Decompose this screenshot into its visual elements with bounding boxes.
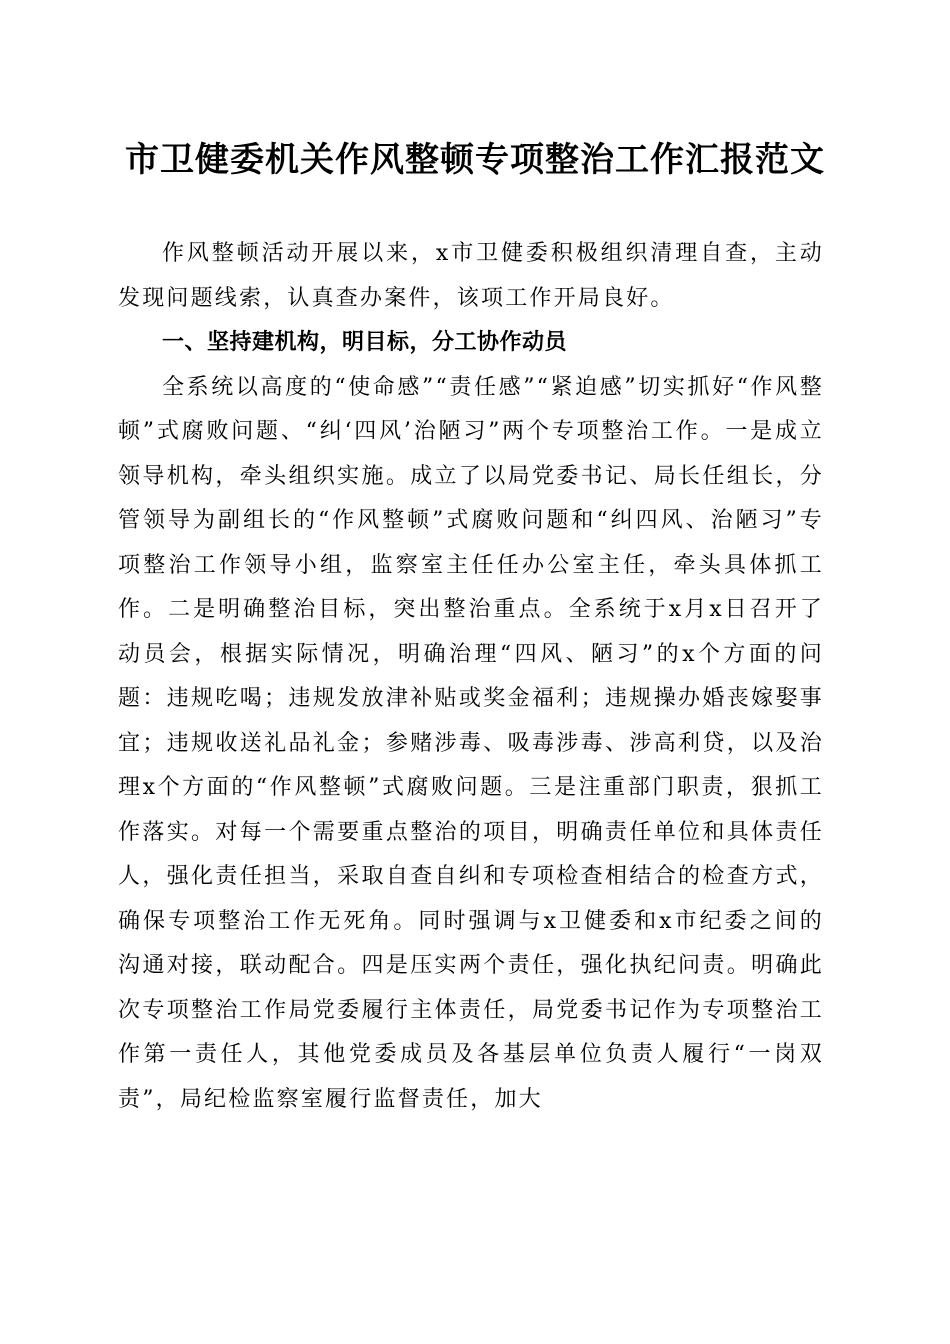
section-heading: 一、坚持建机构，明目标，分工协作动员 <box>162 330 568 355</box>
document-body <box>118 232 824 1122</box>
intro-paragraph: 作风整顿活动开展以来，x市卫健委积极组织清理自查，主动发现问题线索，认真查办案件，该项工作开局良好。 <box>118 241 824 311</box>
section-paragraph: 全系统以高度的“使命感”“责任感”“紧迫感”切实抓好“作风整顿”式腐败问题、“纠‘四风’治陋习”两个专项整治工作。一是成立领导机构，牵头组织实施。成立了以局党委书记、局长任组长，分管领导为副组长的“作风整顿”式腐败问题和“纠四风、治陋习”专项整治工作领导小组，监察室主任任办公室主任，牵头具体抓工作。二是明确整治目标，突出整治重点。全系统于x月x日召开了动员会，根据实际情况，明确治理“四风、陋习”的x个方面的问题：违规吃喝；违规发放津补贴或奖金福利；违规操办婚丧嫁娶事宜；违规收送礼品礼金；参赌涉毒、吸毒涉毒、涉高利贷，以及治理x个方面的“作风整顿”式腐败问题。三是注重部门职责，狠抓工作落实。对每一个需要重点整治的项目，明确责任单位和具体责任人，强化责任担当，采取自查自纠和专项检查相结合的检查方式，确保专项整治工作无死角。同时强调与x卫健委和x市纪委之间的沟通对接，联动配合。四是压实两个责任，强化执纪问责。明确此次专项整治工作局党委履行主体责任，局党委书记作为专项整治工作第一责任人，其他党委成员及各基层单位负责人履行“一岗双责”，局纪检监察室履行监督责任，加大 <box>118 374 824 1112</box>
document-title: 市卫健委机关作风整顿专项整治工作汇报范文 <box>125 140 825 180</box>
